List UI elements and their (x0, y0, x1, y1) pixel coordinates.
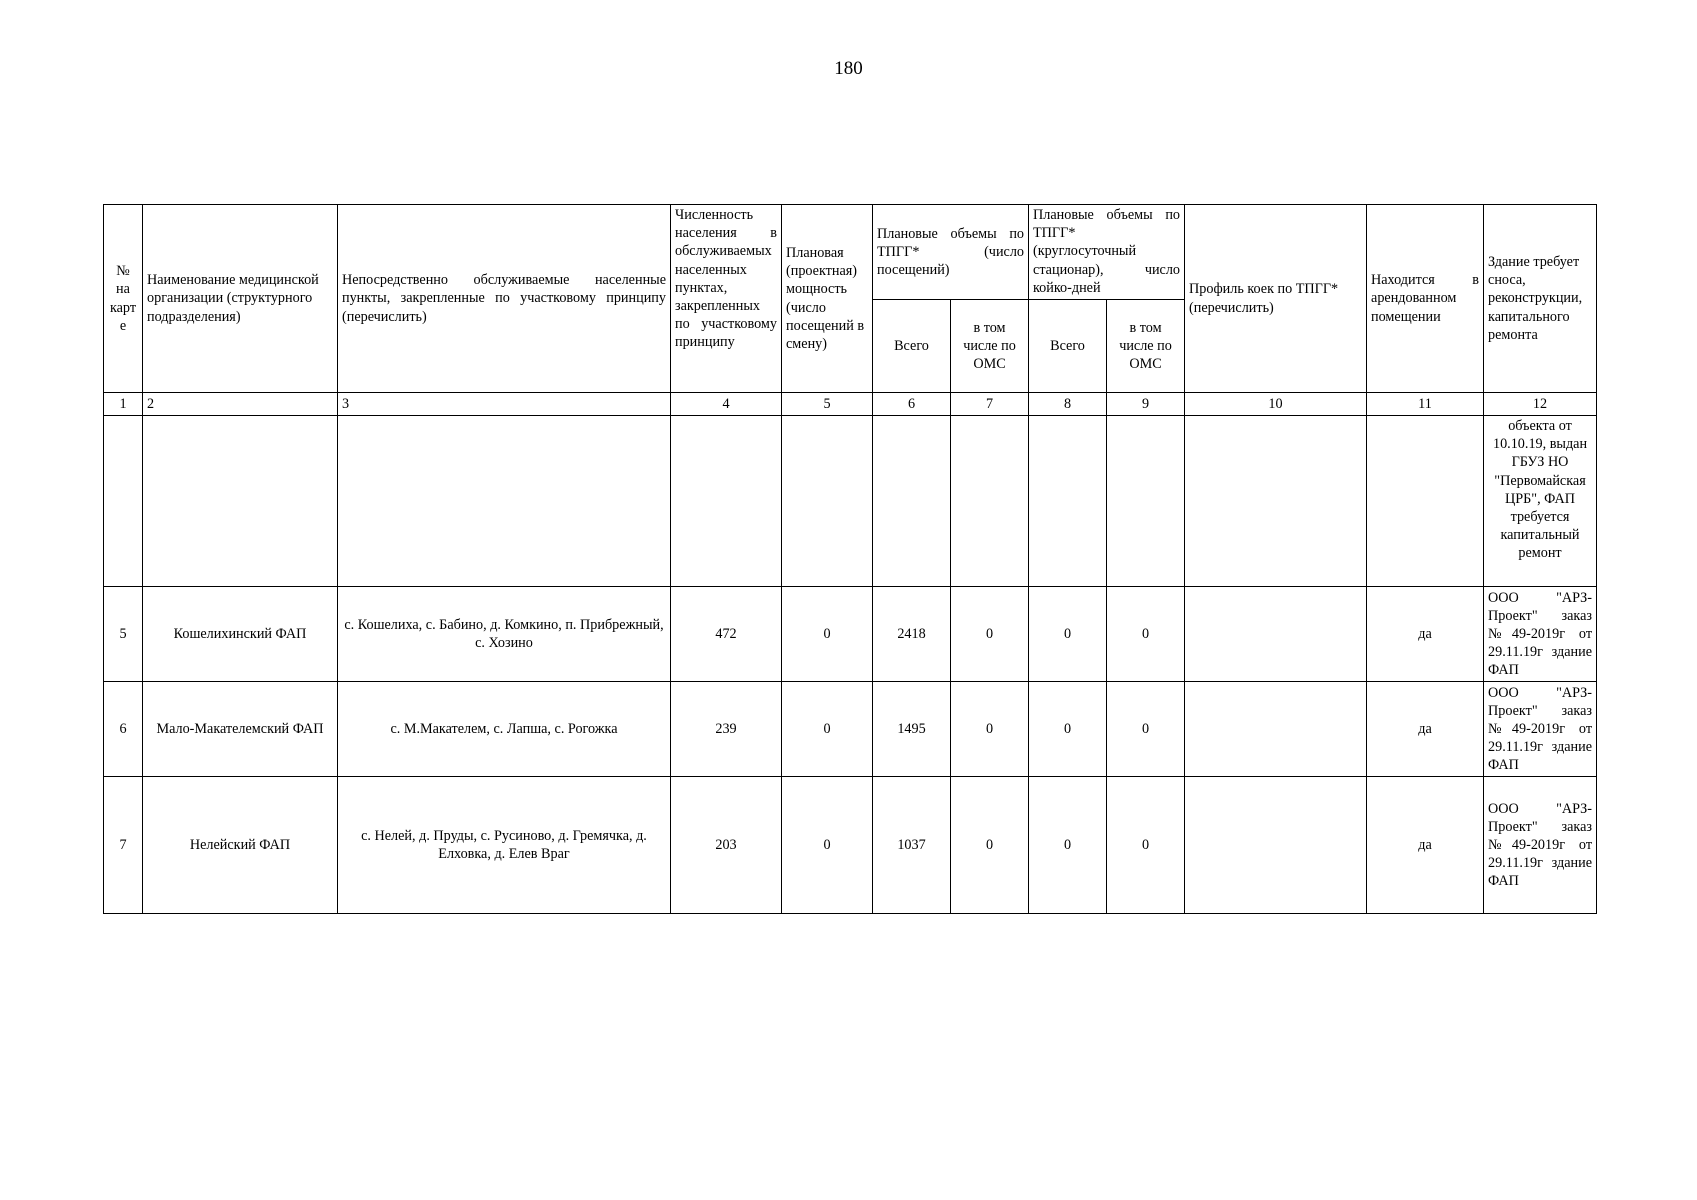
row-capacity: 0 (782, 682, 873, 777)
header-building: Здание требует сноса, реконструкции, капитального ремонта (1484, 205, 1597, 393)
header-map-number: № на карте (104, 205, 143, 393)
column-number: 5 (782, 393, 873, 416)
row-bed-profile (1185, 587, 1367, 682)
row-beds-oms: 0 (1107, 682, 1185, 777)
column-number: 12 (1484, 393, 1597, 416)
row-rented: да (1367, 587, 1484, 682)
table-row (104, 682, 1597, 777)
row-bed-profile (1185, 777, 1367, 914)
table-row (104, 777, 1597, 914)
column-number: 4 (671, 393, 782, 416)
row-settlements: с. М.Макателем, с. Лапша, с. Рогожка (338, 682, 671, 777)
row-visits-total: 1037 (873, 777, 951, 914)
row-capacity: 0 (782, 777, 873, 914)
header-row (104, 205, 1597, 300)
row-beds-oms: 0 (1107, 777, 1185, 914)
column-number: 11 (1367, 393, 1484, 416)
header-capacity: Плановая (проектная) мощность (число посещений в смену) (782, 205, 873, 393)
row-building: ООО "АРЗ-Проект" заказ №49-2019г от 29.11.19г здание ФАП (1484, 587, 1597, 682)
row-bed-profile (1185, 682, 1367, 777)
row-number: 5 (104, 587, 143, 682)
row-visits-total: 2418 (873, 587, 951, 682)
row-beds-total: 0 (1029, 682, 1107, 777)
header-rented: Находится в арендованном помещении (1367, 205, 1484, 393)
column-number: 2 (143, 393, 338, 416)
row-building: ООО "АРЗ-Проект" заказ №49-2019г от 29.11.19г здание ФАП (1484, 682, 1597, 777)
row-visits-total: 1495 (873, 682, 951, 777)
row-number: 6 (104, 682, 143, 777)
row-settlements: с. Нелей, д. Пруды, с. Русиново, д. Гремячка, д. Елховка, д. Елев Враг (338, 777, 671, 914)
row-organization: Кошелихинский ФАП (143, 587, 338, 682)
header-beds-total: Всего (1029, 300, 1107, 393)
header-bed-profile: Профиль коек по ТПГГ* (перечислить) (1185, 205, 1367, 393)
row-visits-oms: 0 (951, 682, 1029, 777)
column-number: 7 (951, 393, 1029, 416)
row-beds-total: 0 (1029, 587, 1107, 682)
row-beds-oms: 0 (1107, 587, 1185, 682)
table-row (104, 587, 1597, 682)
row-building: ООО "АРЗ-Проект" заказ №49-2019г от 29.11.19г здание ФАП (1484, 777, 1597, 914)
header-group-visits: Плановые объемы по ТПГГ* (число посещений) (873, 205, 1029, 300)
facilities-table (103, 204, 1597, 914)
row-beds-total: 0 (1029, 777, 1107, 914)
row-population: 203 (671, 777, 782, 914)
page-number: 180 (834, 58, 863, 79)
row-number: 7 (104, 777, 143, 914)
row-population: 239 (671, 682, 782, 777)
row-capacity: 0 (782, 587, 873, 682)
header-visits-total: Всего (873, 300, 951, 393)
column-number: 9 (1107, 393, 1185, 416)
header-visits-oms: в том числе по ОМС (951, 300, 1029, 393)
column-number: 3 (338, 393, 671, 416)
header-population: Численность населения в обслуживаемых населенных пунктах, закрепленных по участковому принципу (671, 205, 782, 393)
row-population: 472 (671, 587, 782, 682)
column-number: 6 (873, 393, 951, 416)
column-number: 1 (104, 393, 143, 416)
row-organization: Мало-Макателемский ФАП (143, 682, 338, 777)
column-number: 10 (1185, 393, 1367, 416)
row-rented: да (1367, 682, 1484, 777)
row-visits-oms: 0 (951, 777, 1029, 914)
header-settlements: Непосредственно обслуживаемые населенные пункты, закрепленные по участковому принципу (перечислить) (338, 205, 671, 393)
header-group-beddays: Плановые объемы по ТПГГ* (круглосуточный стационар), число койко-дней (1029, 205, 1185, 300)
continuation-note: объекта от 10.10.19, выдан ГБУЗ НО "Первомайская ЦРБ", ФАП требуется капитальный ремонт (1484, 416, 1597, 587)
header-beds-oms: в том числе по ОМС (1107, 300, 1185, 393)
continuation-row (104, 416, 1597, 587)
row-settlements: с. Кошелиха, с. Бабино, д. Комкино, п. Прибрежный, с. Хозино (338, 587, 671, 682)
column-number-row (104, 393, 1597, 416)
row-visits-oms: 0 (951, 587, 1029, 682)
column-number: 8 (1029, 393, 1107, 416)
row-rented: да (1367, 777, 1484, 914)
header-organization: Наименование медицинской организации (структурного подразделения) (143, 205, 338, 393)
row-organization: Нелейский ФАП (143, 777, 338, 914)
